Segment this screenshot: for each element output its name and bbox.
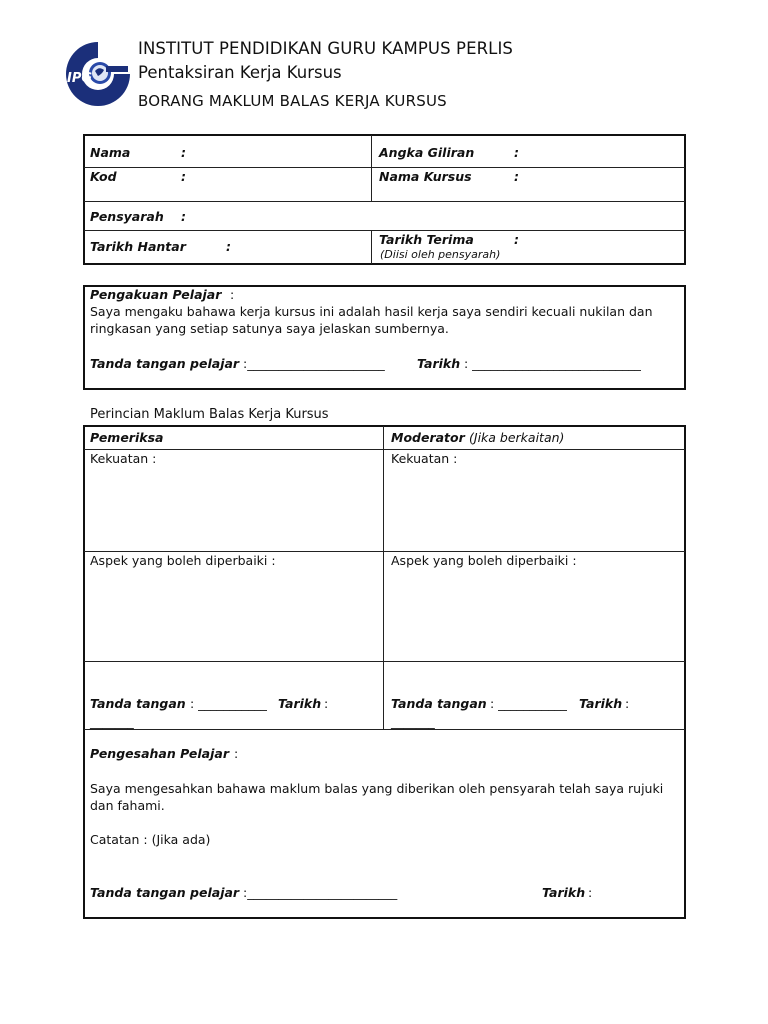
feedback-section-title: Perincian Maklum Balas Kerja Kursus <box>90 407 329 422</box>
tarikh-terima-note: (Diisi oleh pensyarah) <box>380 248 501 261</box>
examiner-sign-label: Tanda tangan <box>90 696 186 711</box>
declaration-date-label: Tarikh <box>417 356 461 371</box>
validation-line-1: Saya mengesahkan bahawa maklum balas yang diberikan oleh pensyarah telah saya rujuki <box>90 781 664 796</box>
assessment-subtitle: Pentaksiran Kerja Kursus <box>138 63 342 82</box>
institution-title: INSTITUT PENDIDIKAN GURU KAMPUS PERLIS <box>138 39 513 58</box>
examiner-sign-blank[interactable]: : ___________ <box>190 696 267 711</box>
tarikh-terima-label: Tarikh Terima <box>379 232 474 247</box>
validation-date-blank[interactable]: ________________ <box>90 903 190 918</box>
moderator-sign-blank[interactable]: : ___________ <box>490 696 567 711</box>
validation-title: Pengesahan Pelajar <box>90 746 229 761</box>
declaration-date-blank[interactable]: : ___________________________ <box>464 356 641 371</box>
moderator-date-label: Tarikh <box>579 696 623 711</box>
validation-date-label: Tarikh <box>542 885 586 900</box>
angka-giliran-label: Angka Giliran <box>379 145 475 160</box>
moderator-strengths-label: Kekuatan : <box>391 451 458 466</box>
moderator-date-blank[interactable]: _______ <box>391 714 435 729</box>
kod-label: Kod <box>90 169 117 184</box>
declaration-line-1: Saya mengaku bahawa kerja kursus ini adalah hasil kerja saya sendiri kecuali nukilan dan <box>90 304 653 319</box>
pensyarah-label: Pensyarah <box>90 209 164 224</box>
examiner-strengths-label: Kekuatan : <box>90 451 157 466</box>
validation-line-2: dan fahami. <box>90 798 165 813</box>
nama-kursus-label: Nama Kursus <box>379 169 472 184</box>
examiner-header: Pemeriksa <box>90 430 164 445</box>
declaration-line-2: ringkasan yang setiap satunya saya jelaskan sumbernya. <box>90 321 449 336</box>
tarikh-hantar-label: Tarikh Hantar <box>90 239 186 254</box>
declaration-signature-label: Tanda tangan pelajar <box>90 356 240 371</box>
examiner-date-blank[interactable]: _______ <box>90 714 134 729</box>
moderator-improve-label: Aspek yang boleh diperbaiki : <box>391 553 577 568</box>
nama-label: Nama <box>90 145 131 160</box>
validation-signature-blank[interactable]: :________________________ <box>243 885 398 900</box>
moderator-note: (Jika berkaitan) <box>469 430 565 445</box>
examiner-date-label: Tarikh <box>278 696 322 711</box>
declaration-title: Pengakuan Pelajar <box>90 287 222 302</box>
form-title: BORANG MAKLUM BALAS KERJA KURSUS <box>138 92 447 110</box>
validation-notes: Catatan : (Jika ada) <box>90 832 211 847</box>
examiner-improve-label: Aspek yang boleh diperbaiki : <box>90 553 276 568</box>
declaration-signature-blank[interactable]: :______________________ <box>243 356 385 371</box>
ipg-logo <box>62 38 134 110</box>
logo-text: IPG <box>67 71 93 86</box>
moderator-header: Moderator <box>391 430 465 445</box>
validation-signature-label: Tanda tangan pelajar <box>90 885 240 900</box>
moderator-sign-label: Tanda tangan <box>391 696 487 711</box>
